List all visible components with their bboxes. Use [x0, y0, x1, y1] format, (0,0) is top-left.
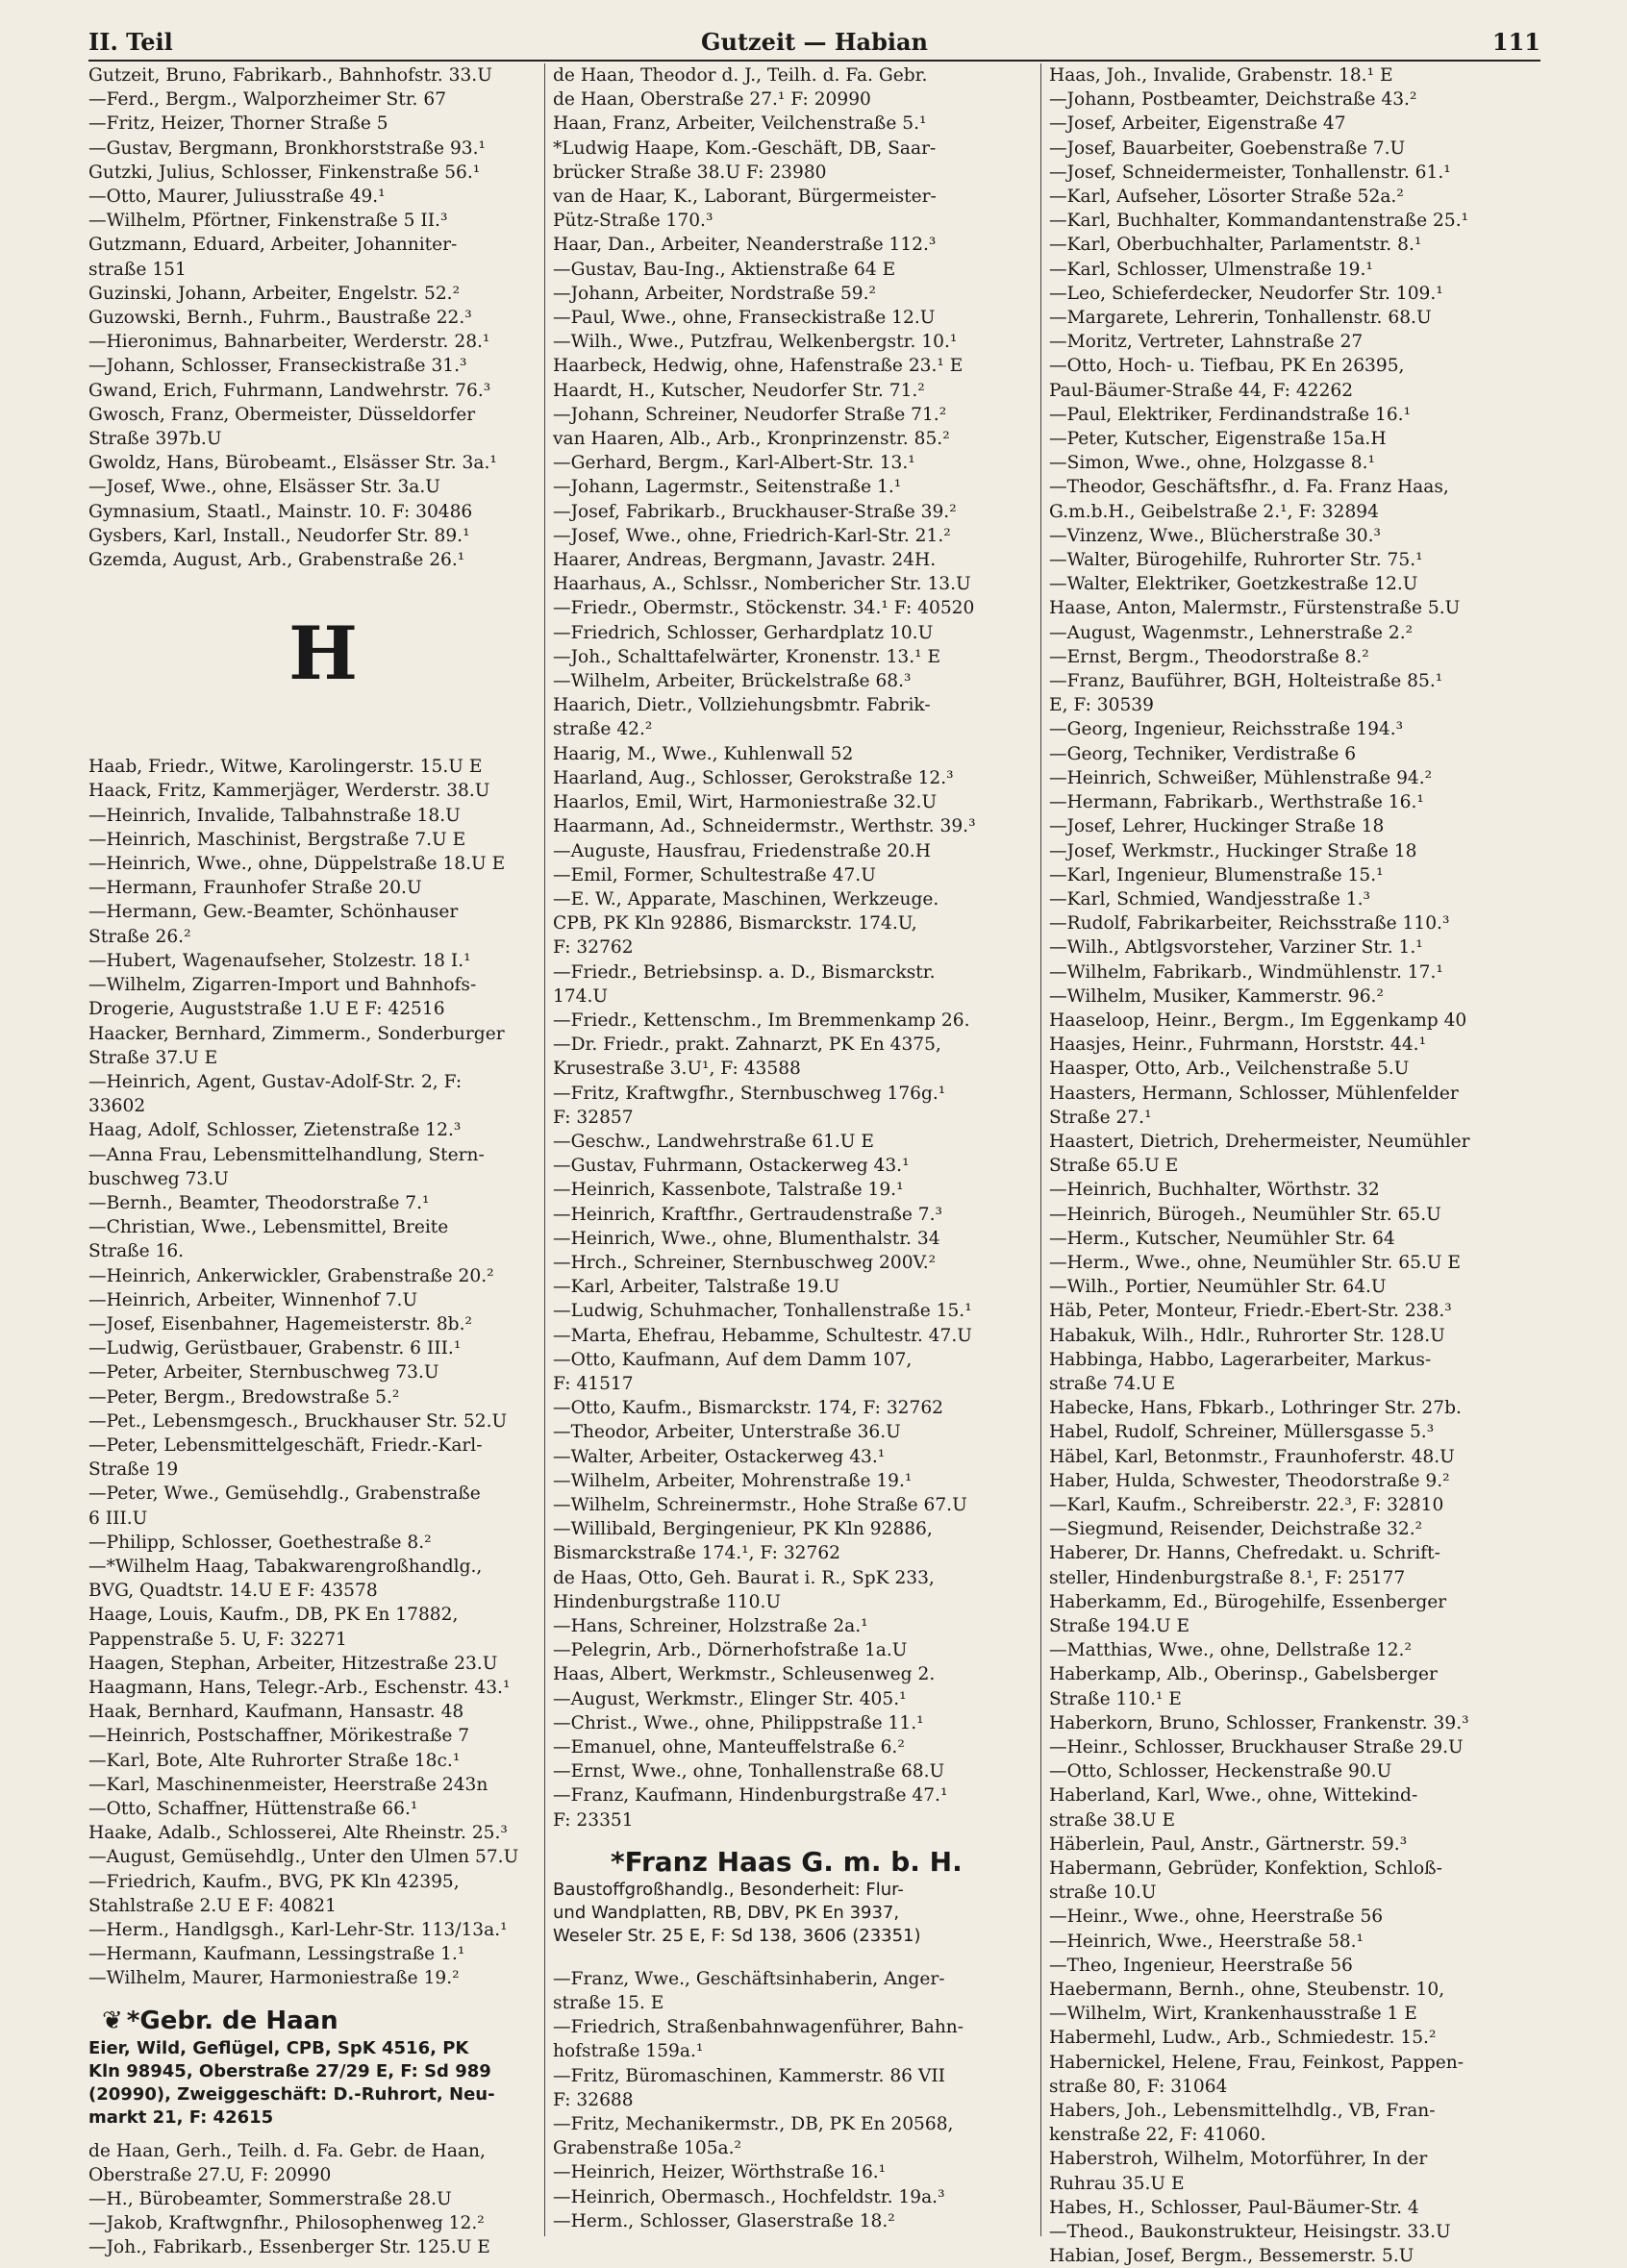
directory-entry: —Heinrich, Invalide, Talbahnstraße 18.U — [88, 805, 461, 826]
directory-entry: —Heinrich, Postschaffner, Mörikestraße 7 — [88, 1726, 470, 1747]
directory-entry: —Karl, Bote, Alte Ruhrorter Straße 18c.¹ — [88, 1750, 461, 1771]
directory-entry: Straße 65.U E — [1049, 1156, 1179, 1177]
directory-entry: E, F: 30539 — [1049, 695, 1154, 716]
directory-entry: Haar, Dan., Arbeiter, Neanderstraße 112.³ — [553, 235, 937, 256]
directory-entry: Haaseloop, Heinr., Bergm., Im Eggenkamp 40 — [1049, 1009, 1467, 1031]
directory-entry: Haasjes, Heinr., Fuhrmann, Horststr. 44.¹ — [1049, 1034, 1427, 1056]
directory-entry: —Josef, Werkmstr., Huckinger Straße 18 — [1049, 840, 1417, 861]
directory-entry: —Paul, Wwe., ohne, Franseckistraße 12.U — [553, 308, 936, 329]
directory-entry: Straße 16. — [88, 1241, 185, 1262]
directory-entry: —Paul, Elektriker, Ferdinandstraße 16.¹ — [1049, 404, 1412, 425]
directory-entry: Bismarckstraße 174.¹, F: 32762 — [553, 1543, 840, 1564]
directory-entry: F: 32762 — [553, 937, 634, 959]
directory-entry: van Haaren, Alb., Arb., Kronprinzenstr. 85.² — [553, 429, 950, 450]
directory-entry: —Heinrich, Maschinist, Bergstraße 7.U E — [88, 829, 466, 850]
directory-entry: —Matthias, Wwe., ohne, Dellstraße 12.² — [1049, 1640, 1412, 1661]
section-label: II. Teil — [88, 28, 173, 56]
directory-entry: —Peter, Lebensmittelgeschäft, Friedr.-Karl- — [88, 1434, 483, 1456]
directory-entry: —Gustav, Bau-Ing., Aktienstraße 64 E — [553, 259, 896, 280]
ad-line: (20990), Zweiggeschäft: D.-Ruhrort, Neu- — [88, 2083, 495, 2105]
directory-entry: Haage, Louis, Kaufm., DB, PK En 17882, — [88, 1605, 459, 1626]
directory-entry: Gymnasium, Staatl., Mainstr. 10. F: 30486 — [88, 501, 473, 522]
directory-entry: Haan, Franz, Arbeiter, Veilchenstraße 5.¹ — [553, 113, 927, 135]
directory-entry: Gwoldz, Hans, Bürobeamt., Elsässer Str. 3a.¹ — [88, 453, 497, 474]
directory-entry: —Herm., Kutscher, Neumühler Str. 64 — [1049, 1228, 1395, 1249]
directory-entry: straße 15. E — [553, 1993, 664, 2014]
directory-entry: —August, Werkmstr., Elinger Str. 405.¹ — [553, 1688, 907, 1709]
directory-entry: —Herm., Schlosser, Glaserstraße 18.² — [553, 2210, 895, 2231]
directory-entry: —Walter, Arbeiter, Ostackerweg 43.¹ — [553, 1446, 886, 1467]
directory-entry: —Peter, Kutscher, Eigenstraße 15a.H — [1049, 429, 1387, 450]
directory-entry: —Gerhard, Bergm., Karl-Albert-Str. 13.¹ — [553, 453, 915, 474]
directory-entry: —Hans, Schreiner, Holzstraße 2a.¹ — [553, 1616, 868, 1636]
directory-entry: —Hieronimus, Bahnarbeiter, Werderstr. 28.¹ — [88, 332, 490, 353]
directory-entry: Habecke, Hans, Fbkarb., Lothringer Str. 27b. — [1049, 1398, 1462, 1419]
directory-entry: Straße 397b.U — [88, 429, 222, 450]
directory-entry: —Georg, Techniker, Verdistraße 6 — [1049, 743, 1357, 764]
directory-entry: Haarmann, Ad., Schneidermstr., Werthstr. 39.³ — [553, 816, 976, 837]
directory-entry: —Heinrich, Bürogeh., Neumühler Str. 65.U — [1049, 1204, 1441, 1225]
directory-entry: —Otto, Maurer, Juliusstraße 49.¹ — [88, 187, 386, 208]
directory-entry: —Theod., Baukonstrukteur, Heisingstr. 33.U — [1049, 2222, 1451, 2243]
directory-entry: —Johann, Schlosser, Franseckistraße 31.³ — [88, 356, 467, 377]
directory-entry: —Siegmund, Reisender, Deichstraße 32.² — [1049, 1519, 1423, 1540]
directory-entry: Straße 37.U E — [88, 1047, 218, 1068]
page-number: 111 — [1491, 28, 1540, 56]
directory-entry: Haarlos, Emil, Wirt, Harmoniestraße 32.U — [553, 792, 938, 813]
directory-entry: —Emanuel, ohne, Manteuffelstraße 6.² — [553, 1737, 905, 1758]
directory-entry: —Friedr., Kettenschm., Im Bremmenkamp 26. — [553, 1009, 970, 1031]
ad-title — [88, 2005, 558, 2037]
advertisement-franz-haas — [553, 1846, 1022, 1948]
directory-entry: straße 38.U E — [1049, 1809, 1176, 1831]
directory-entry: Haarer, Andreas, Bergmann, Javastr. 24H. — [553, 550, 937, 571]
directory-entry: —Wilhelm, Musiker, Kammerstr. 96.² — [1049, 985, 1384, 1007]
directory-entry: Haas, Albert, Werkmstr., Schleusenweg 2. — [553, 1664, 936, 1685]
directory-entry: Gutzki, Julius, Schlosser, Finkenstraße 56.¹ — [88, 162, 481, 183]
directory-entry: Straße 19 — [88, 1459, 179, 1481]
ornament-icon: ❦ — [102, 2006, 123, 2035]
directory-entry: Häbel, Karl, Betonmstr., Fraunhoferstr. 48.U — [1049, 1446, 1455, 1467]
directory-entry: —August, Wagenmstr., Lehnerstraße 2.² — [1049, 622, 1414, 643]
directory-entry: —Gustav, Bergmann, Bronkhorststraße 93.¹ — [88, 137, 486, 159]
directory-entry: —Willibald, Bergingenieur, PK Kln 92886, — [553, 1519, 933, 1540]
directory-entry: —Jakob, Kraftwgnfhr., Philosophenweg 12.² — [88, 2213, 485, 2234]
directory-entry: Habian, Josef, Bergm., Bessemerstr. 5.U — [1049, 2246, 1414, 2267]
section-letter: H — [288, 611, 358, 697]
directory-entry: CPB, PK Kln 92886, Bismarckstr. 174.U, — [553, 913, 917, 935]
directory-entry: —Herm., Handlgsgh., Karl-Lehr-Str. 113/13a.¹ — [88, 1920, 508, 1941]
directory-entry: —Theodor, Geschäftsfhr., d. Fa. Franz Haas, — [1049, 477, 1449, 498]
directory-entry: Haag, Adolf, Schlosser, Zietenstraße 12.³ — [88, 1120, 462, 1141]
directory-entry: de Haan, Oberstraße 27.¹ F: 20990 — [553, 89, 871, 111]
directory-entry: —Karl, Arbeiter, Talstraße 19.U — [553, 1277, 840, 1298]
directory-entry: —Leo, Schieferdecker, Neudorfer Str. 109.¹ — [1049, 283, 1443, 304]
ad2-title: *Franz Haas G. m. b. H. — [611, 1845, 963, 1878]
directory-entry: —Heinrich, Wwe., ohne, Blumenthalstr. 34 — [553, 1228, 940, 1249]
directory-entry: Haake, Adalb., Schlosserei, Alte Rheinstr. 25.³ — [88, 1823, 508, 1844]
ad-title-text: *Gebr. de Haan — [126, 2006, 338, 2035]
directory-entry: —Philipp, Schlosser, Goethestraße 8.² — [88, 1532, 432, 1553]
directory-entry: —Franz, Bauführer, BGH, Holteistraße 85.¹ — [1049, 671, 1443, 692]
directory-entry: —Wilhelm, Arbeiter, Brückelstraße 68.³ — [553, 671, 912, 692]
directory-entry: Pappenstraße 5. U, F: 32271 — [88, 1629, 347, 1650]
directory-entry: Grabenstraße 105a.² — [553, 2138, 741, 2159]
directory-entry: —Heinrich, Arbeiter, Winnenhof 7.U — [88, 1289, 418, 1310]
directory-entry: Gwand, Erich, Fuhrmann, Landwehrstr. 76.³ — [88, 380, 491, 401]
directory-entry: —Marta, Ehefrau, Hebamme, Schultestr. 47.U — [553, 1325, 972, 1346]
directory-entry: —Heinrich, Buchhalter, Wörthstr. 32 — [1049, 1180, 1380, 1201]
directory-entry: Haarhaus, A., Schlssr., Nombericher Str. 13.U — [553, 574, 971, 595]
directory-entry: Gwosch, Franz, Obermeister, Düsseldorfer — [88, 404, 476, 425]
directory-entry: —Heinrich, Schweißer, Mühlenstraße 94.² — [1049, 767, 1433, 788]
directory-entry: —Karl, Schlosser, Ulmenstraße 19.¹ — [1049, 259, 1373, 280]
directory-entry: —Johann, Arbeiter, Nordstraße 59.² — [553, 283, 876, 304]
ad-line: Baustoffgroßhandlg., Besonderheit: Flur- — [553, 1879, 904, 1900]
directory-entry: Häb, Peter, Monteur, Friedr.-Ebert-Str. 238.³ — [1049, 1301, 1452, 1322]
directory-entry: —Wilhelm, Zigarren-Import und Bahnhofs- — [88, 975, 477, 996]
directory-entry: —Emil, Former, Schultestraße 47.U — [553, 864, 876, 885]
directory-entry: Straße 27.¹ — [1049, 1107, 1152, 1128]
directory-entry: 33602 — [88, 1096, 146, 1117]
ad-line: Weseler Str. 25 E, F: Sd 138, 3606 (23351) — [553, 1925, 921, 1946]
directory-entry: —Friedrich, Kaufm., BVG, PK Kln 42395, — [88, 1871, 460, 1892]
directory-entry: —Theodor, Arbeiter, Unterstraße 36.U — [553, 1422, 901, 1443]
directory-entry: —Johann, Postbeamter, Deichstraße 43.² — [1049, 89, 1417, 111]
directory-entry: straße 151 — [88, 259, 187, 280]
directory-entry: —Hubert, Wagenaufseher, Stolzestr. 18 I.¹ — [88, 950, 471, 971]
column-1 — [88, 63, 558, 2258]
directory-entry: Habers, Joh., Lebensmittelhdlg., VB, Fran- — [1049, 2101, 1436, 2122]
directory-entry: —Peter, Wwe., Gemüsehdlg., Grabenstraße — [88, 1483, 481, 1505]
directory-entry: 6 III.U — [88, 1508, 148, 1529]
directory-entry: Habermehl, Ludw., Arb., Schmiedestr. 15.² — [1049, 2028, 1437, 2049]
directory-entry: —Otto, Schaffner, Hüttenstraße 66.¹ — [88, 1799, 418, 1819]
directory-entry: —Pelegrin, Arb., Dörnerhofstraße 1a.U — [553, 1640, 908, 1661]
directory-entry: —Ludwig, Schuhmacher, Tonhallenstraße 15.¹ — [553, 1301, 972, 1322]
directory-entry: Gysbers, Karl, Install., Neudorfer Str. 89.¹ — [88, 525, 470, 546]
directory-entry: —Otto, Schlosser, Heckenstraße 90.U — [1049, 1761, 1392, 1782]
directory-entry: —Heinr., Schlosser, Bruckhauser Straße 29.U — [1049, 1737, 1464, 1758]
directory-entry: Gutzmann, Eduard, Arbeiter, Johanniter- — [88, 235, 458, 256]
ad-line: Eier, Wild, Geflügel, CPB, SpK 4516, PK — [88, 2037, 469, 2058]
directory-entry: —Hermann, Kaufmann, Lessingstraße 1.¹ — [88, 1944, 465, 1965]
directory-entry: Pütz-Straße 170.³ — [553, 211, 713, 232]
directory-entry: —Auguste, Hausfrau, Friedenstraße 20.H — [553, 840, 931, 861]
directory-entry: —Wilhelm, Schreinermstr., Hohe Straße 67.U — [553, 1494, 967, 1515]
column-3 — [1040, 63, 1549, 2267]
directory-entry: —Joh., Fabrikarb., Essenberger Str. 125.U E — [88, 2237, 490, 2258]
directory-entry: —Simon, Wwe., ohne, Holzgasse 8.¹ — [1049, 453, 1375, 474]
directory-entry: —Heinrich, Ankerwickler, Grabenstraße 20.² — [88, 1265, 494, 1286]
advertisement-gebr-de-haan — [88, 2005, 558, 2130]
running-title: Gutzeit — Habian — [701, 28, 928, 56]
directory-entry: Habbinga, Habbo, Lagerarbeiter, Markus- — [1049, 1349, 1432, 1370]
directory-entry: —Josef, Fabrikarb., Bruckhauser-Straße 39.² — [553, 501, 957, 522]
directory-entry: —Georg, Ingenieur, Reichsstraße 194.³ — [1049, 719, 1404, 740]
directory-entry: —Wilh., Wwe., Putzfrau, Welkenbergstr. 10.¹ — [553, 332, 958, 353]
directory-entry: Haber, Hulda, Schwester, Theodorstraße 9.² — [1049, 1470, 1450, 1491]
directory-entry: Häberlein, Paul, Anstr., Gärtnerstr. 59.³ — [1049, 1833, 1408, 1855]
directory-entry: —Heinrich, Wwe., Heerstraße 58.¹ — [1049, 1931, 1364, 1952]
directory-entry: —Heinrich, Kraftfhr., Gertraudenstraße 7.³ — [553, 1204, 942, 1225]
directory-entry: —Dr. Friedr., prakt. Zahnarzt, PK En 4375, — [553, 1034, 941, 1056]
directory-entry: —Josef, Wwe., ohne, Elsässer Str. 3a.U — [88, 477, 440, 498]
directory-entry: hofstraße 159a.¹ — [553, 2041, 704, 2062]
directory-entry: —Peter, Bergm., Bredowstraße 5.² — [88, 1386, 400, 1408]
directory-entry: —Hermann, Fabrikarb., Werthstraße 16.¹ — [1049, 792, 1424, 813]
directory-entry: —Fritz, Heizer, Thorner Straße 5 — [88, 113, 388, 135]
directory-entry: Haab, Friedr., Witwe, Karolingerstr. 15.U E — [88, 757, 483, 778]
col1-bottom-entries — [88, 755, 558, 1990]
directory-entry: Drogerie, Auguststraße 1.U E F: 42516 — [88, 999, 445, 1020]
column-2 — [544, 63, 1022, 2236]
directory-entry: —Otto, Kaufm., Bismarckstr. 174, F: 32762 — [553, 1398, 943, 1419]
directory-entry: —Fritz, Mechanikermstr., DB, PK En 20568, — [553, 2114, 954, 2135]
directory-entry: Straße 194.U E — [1049, 1616, 1190, 1636]
directory-entry: Haagen, Stephan, Arbeiter, Hitzestraße 23.U — [88, 1653, 498, 1674]
directory-entry: —Josef, Lehrer, Huckinger Straße 18 — [1049, 816, 1385, 837]
directory-entry: Hindenburgstraße 110.U — [553, 1591, 782, 1612]
directory-entry: straße 10.U — [1049, 1882, 1157, 1904]
directory-entry: —Karl, Maschinenmeister, Heerstraße 243n — [88, 1774, 488, 1795]
ad-body — [88, 2037, 558, 2130]
directory-entry: Haarland, Aug., Schlosser, Gerokstraße 12.³ — [553, 767, 954, 788]
directory-entry: —Walter, Bürogehilfe, Ruhrorter Str. 75.¹ — [1049, 550, 1423, 571]
directory-entry: Habakuk, Wilh., Hdlr., Ruhrorter Str. 128.U — [1049, 1325, 1445, 1346]
directory-entry: —Ernst, Bergm., Theodorstraße 8.² — [1049, 646, 1369, 667]
directory-entry: —Karl, Oberbuchhalter, Parlamentstr. 8.¹ — [1049, 235, 1422, 256]
directory-entry: Haberer, Dr. Hanns, Chefredakt. u. Schrift- — [1049, 1543, 1440, 1564]
directory-entry: —Friedrich, Straßenbahnwagenführer, Bahn- — [553, 2017, 964, 2038]
directory-entry: 174.U — [553, 985, 609, 1007]
directory-entry: —Wilh., Portier, Neumühler Str. 64.U — [1049, 1277, 1387, 1298]
directory-entry: —Vinzenz, Wwe., Blücherstraße 30.³ — [1049, 525, 1381, 546]
directory-entry: van de Haar, K., Laborant, Bürgermeister- — [553, 187, 937, 208]
directory-entry: Habes, H., Schlosser, Paul-Bäumer-Str. 4 — [1049, 2197, 1419, 2218]
directory-entry: —Karl, Ingenieur, Blumenstraße 15.¹ — [1049, 864, 1384, 885]
directory-entry: —Herm., Wwe., ohne, Neumühler Str. 65.U E — [1049, 1252, 1461, 1273]
directory-entry: —Friedrich, Schlosser, Gerhardplatz 10.U — [553, 622, 934, 643]
ad-line: Kln 98945, Oberstraße 27/29 E, F: Sd 989 — [88, 2060, 491, 2081]
directory-entry: buschweg 73.U — [88, 1168, 229, 1189]
directory-entry: —Hermann, Fraunhofer Straße 20.U — [88, 878, 422, 899]
directory-entry: F: 41517 — [553, 1373, 634, 1394]
directory-entry: —Wilh., Abtlgsvorsteher, Varziner Str. 1.¹ — [1049, 937, 1423, 959]
directory-entry: straße 74.U E — [1049, 1373, 1176, 1394]
directory-entry: —Ferd., Bergm., Walporzheimer Str. 67 — [88, 89, 447, 111]
directory-entry: —Karl, Buchhalter, Kommandantenstraße 25.¹ — [1049, 211, 1469, 232]
directory-entry: —Otto, Hoch- u. Tiefbau, PK En 26395, — [1049, 356, 1405, 377]
directory-entry: —Heinrich, Heizer, Wörthstraße 16.¹ — [553, 2162, 887, 2183]
directory-entry: Haack, Fritz, Kammerjäger, Werderstr. 38.U — [88, 781, 490, 802]
directory-entry: —Joh., Schalttafelwärter, Kronenstr. 13.¹ E — [553, 646, 941, 667]
directory-entry: Ruhrau 35.U E — [1049, 2173, 1185, 2194]
directory-entry: steller, Hindenburgstraße 8.¹, F: 25177 — [1049, 1567, 1406, 1588]
directory-entry: —Heinrich, Kassenbote, Talstraße 19.¹ — [553, 1180, 904, 1201]
col3-entries — [1049, 63, 1549, 2268]
directory-entry: Haebermann, Bernh., ohne, Steubenstr. 10, — [1049, 1980, 1445, 2001]
directory-entry: —Bernh., Beamter, Theodorstraße 7.¹ — [88, 1192, 430, 1213]
directory-entry: Haacker, Bernhard, Zimmerm., Sonderburger — [88, 1023, 505, 1044]
directory-entry: —Wilhelm, Wirt, Krankenhausstraße 1 E — [1049, 2004, 1417, 2025]
directory-entry: Haberstroh, Wilhelm, Motorführer, In der — [1049, 2149, 1428, 2170]
directory-entry: de Haan, Gerh., Teilh. d. Fa. Gebr. de Haan, — [88, 2140, 486, 2161]
directory-entry: Stahlstraße 2.U E F: 40821 — [88, 1895, 337, 1916]
directory-entry: Haase, Anton, Malermstr., Fürstenstraße 5.U — [1049, 598, 1461, 619]
directory-entry: —Karl, Kaufm., Schreiberstr. 22.³, F: 32810 — [1049, 1494, 1444, 1515]
col1-end-entries — [88, 2139, 558, 2260]
directory-entry: Haarig, M., Wwe., Kuhlenwall 52 — [553, 743, 854, 764]
directory-entry: Habermann, Gebrüder, Konfektion, Schloß- — [1049, 1858, 1442, 1880]
directory-entry: Krusestraße 3.U¹, F: 43588 — [553, 1059, 801, 1080]
directory-entry: Straße 110.¹ E — [1049, 1688, 1182, 1709]
ad-line: markt 21, F: 42615 — [88, 2106, 274, 2128]
directory-entry: Oberstraße 27.U, F: 20990 — [88, 2164, 332, 2185]
directory-entry: —Fritz, Büromaschinen, Kammerstr. 86 VII — [553, 2065, 946, 2086]
directory-entry: —Josef, Eisenbahner, Hagemeisterstr. 8b.² — [88, 1313, 472, 1334]
directory-entry: Haberkorn, Bruno, Schlosser, Frankenstr. 39.³ — [1049, 1712, 1469, 1733]
directory-entry: Gzemda, August, Arb., Grabenstraße 26.¹ — [88, 550, 465, 571]
directory-entry: —H., Bürobeamter, Sommerstraße 28.U — [88, 2189, 452, 2210]
directory-entry: —Friedr., Betriebsinsp. a. D., Bismarckstr. — [553, 961, 936, 983]
directory-entry: *Ludwig Haape, Kom.-Geschäft, DB, Saar- — [553, 137, 937, 159]
col1-top-entries — [88, 63, 558, 572]
directory-entry: BVG, Quadtstr. 14.U E F: 43578 — [88, 1581, 378, 1602]
directory-entry: —Josef, Wwe., ohne, Friedrich-Karl-Str. 21.² — [553, 525, 951, 546]
directory-entry: Gutzeit, Bruno, Fabrikarb., Bahnhofstr. 33.U — [88, 65, 492, 86]
directory-entry: —Franz, Wwe., Geschäftsinhaberin, Anger- — [553, 1968, 945, 1989]
directory-entry: Haak, Bernhard, Kaufmann, Hansastr. 48 — [88, 1702, 464, 1723]
directory-entry: straße 80, F: 31064 — [1049, 2076, 1228, 2097]
directory-entry: —Heinrich, Obermasch., Hochfeldstr. 19a.³ — [553, 2186, 945, 2207]
directory-entry: —Wilhelm, Maurer, Harmoniestraße 19.² — [88, 1968, 460, 1989]
directory-entry: —Josef, Arbeiter, Eigenstraße 47 — [1049, 113, 1346, 135]
directory-entry: Haarbeck, Hedwig, ohne, Hafenstraße 23.¹ E — [553, 356, 964, 377]
directory-entry: —E. W., Apparate, Maschinen, Werkzeuge. — [553, 888, 939, 910]
directory-entry: Haardt, H., Kutscher, Neudorfer Str. 71.² — [553, 380, 925, 401]
directory-entry: de Haan, Theodor d. J., Teilh. d. Fa. Gebr. — [553, 65, 928, 86]
directory-entry: —Pet., Lebensmgesch., Bruckhauser Str. 52.U — [88, 1410, 508, 1432]
directory-entry: —Wilhelm, Pförtner, Finkenstraße 5 II.³ — [88, 211, 448, 232]
directory-entry: —*Wilhelm Haag, Tabakwarengroßhandlg., — [88, 1556, 483, 1577]
directory-entry: Haarich, Dietr., Vollziehungsbmtr. Fabrik- — [553, 695, 931, 716]
directory-entry: de Haas, Otto, Geh. Baurat i. R., SpK 233, — [553, 1567, 935, 1588]
directory-entry: —Theo, Ingenieur, Heerstraße 56 — [1049, 1955, 1353, 1976]
directory-entry: —Hermann, Gew.-Beamter, Schönhauser — [88, 902, 459, 923]
directory-entry: Haastert, Dietrich, Drehermeister, Neumühler — [1049, 1131, 1470, 1152]
directory-entry: —Johann, Schreiner, Neudorfer Straße 71.² — [553, 404, 947, 425]
directory-entry: Paul-Bäumer-Straße 44, F: 42262 — [1049, 380, 1354, 401]
col2-top-entries — [553, 63, 1022, 1832]
directory-entry: kenstraße 22, F: 41060. — [1049, 2125, 1266, 2146]
directory-entry: —Franz, Kaufmann, Hindenburgstraße 47.¹ — [553, 1785, 948, 1807]
directory-entry: —August, Gemüsehdlg., Unter den Ulmen 57.U — [88, 1847, 519, 1868]
directory-entry: —Josef, Bauarbeiter, Goebenstraße 7.U — [1049, 137, 1406, 159]
directory-entry: Haasper, Otto, Arb., Veilchenstraße 5.U — [1049, 1059, 1410, 1080]
directory-entry: —Moritz, Vertreter, Lahnstraße 27 — [1049, 332, 1364, 353]
directory-entry: —Ludwig, Gerüstbauer, Grabenstr. 6 III.¹ — [88, 1338, 462, 1359]
directory-entry: —Heinr., Wwe., ohne, Heerstraße 56 — [1049, 1907, 1384, 1928]
directory-entry: —Christ., Wwe., ohne, Philippstraße 11.¹ — [553, 1712, 924, 1733]
directory-entry: —Anna Frau, Lebensmittelhandlung, Stern- — [88, 1144, 485, 1165]
directory-entry: Straße 26.² — [88, 926, 191, 947]
directory-entry: Haas, Joh., Invalide, Grabenstr. 18.¹ E — [1049, 65, 1393, 86]
directory-entry: —Karl, Aufseher, Lösorter Straße 52a.² — [1049, 187, 1404, 208]
ad-line: und Wandplatten, RB, DBV, PK En 3937, — [553, 1902, 900, 1923]
directory-entry: Habel, Rudolf, Schreiner, Müllersgasse 5.³ — [1049, 1422, 1435, 1443]
directory-entry: —Walter, Elektriker, Goetzkestraße 12.U — [1049, 574, 1418, 595]
col2-end-entries — [553, 1967, 1022, 2233]
directory-entry: —Johann, Lagermstr., Seitenstraße 1.¹ — [553, 477, 902, 498]
directory-entry: —Rudolf, Fabrikarbeiter, Reichsstraße 110.³ — [1049, 913, 1450, 935]
directory-entry: F: 32688 — [553, 2089, 634, 2110]
directory-entry: —Otto, Kaufmann, Auf dem Damm 107, — [553, 1349, 913, 1370]
directory-entry: Haberkamm, Ed., Bürogehilfe, Essenberger — [1049, 1591, 1447, 1612]
directory-entry: —Wilhelm, Fabrikarb., Windmühlenstr. 17.¹ — [1049, 961, 1443, 983]
directory-entry: —Heinrich, Agent, Gustav-Adolf-Str. 2, F: — [88, 1071, 463, 1092]
directory-entry: brücker Straße 38.U F: 23980 — [553, 162, 827, 183]
directory-entry: —Fritz, Kraftwgfhr., Sternbuschweg 176g.¹ — [553, 1083, 946, 1104]
directory-entry: —Margarete, Lehrerin, Tonhallenstr. 68.U — [1049, 308, 1432, 329]
directory-entry: —Christian, Wwe., Lebensmittel, Breite — [88, 1217, 449, 1238]
directory-entry: F: 23351 — [553, 1809, 634, 1831]
ad2-body — [553, 1879, 1022, 1948]
directory-entry: Guzinski, Johann, Arbeiter, Engelstr. 52.² — [88, 283, 461, 304]
directory-entry: Haberland, Karl, Wwe., ohne, Wittekind- — [1049, 1785, 1418, 1807]
directory-entry: —Friedr., Obermstr., Stöckenstr. 34.¹ F: 40520 — [553, 598, 975, 619]
directory-entry: Haagmann, Hans, Telegr.-Arb., Eschenstr. 43.¹ — [88, 1677, 511, 1698]
directory-entry: straße 42.² — [553, 719, 653, 740]
directory-entry: —Josef, Schneidermeister, Tonhallenstr. 61.¹ — [1049, 162, 1451, 183]
page-header — [88, 21, 1540, 62]
directory-entry: Haberkamp, Alb., Oberinsp., Gabelsberger — [1049, 1664, 1438, 1685]
directory-entry: —Heinrich, Wwe., ohne, Düppelstraße 18.U E — [88, 854, 506, 875]
directory-entry: —Karl, Schmied, Wandjesstraße 1.³ — [1049, 888, 1370, 910]
directory-entry: —Wilhelm, Arbeiter, Mohrenstraße 19.¹ — [553, 1470, 913, 1491]
directory-entry: —Hrch., Schreiner, Sternbuschweg 200V.² — [553, 1252, 937, 1273]
directory-entry: G.m.b.H., Geibelstraße 2.¹, F: 32894 — [1049, 501, 1379, 522]
directory-entry: —Peter, Arbeiter, Sternbuschweg 73.U — [88, 1362, 439, 1383]
directory-entry: —Geschw., Landwehrstraße 61.U E — [553, 1131, 874, 1152]
directory-entry: —Gustav, Fuhrmann, Ostackerweg 43.¹ — [553, 1156, 910, 1177]
directory-entry: F: 32857 — [553, 1107, 634, 1128]
directory-entry: —Ernst, Wwe., ohne, Tonhallenstraße 68.U — [553, 1761, 945, 1782]
directory-entry: Haasters, Hermann, Schlosser, Mühlenfelder — [1049, 1083, 1459, 1104]
directory-entry: Habernickel, Helene, Frau, Feinkost, Pappen- — [1049, 2052, 1464, 2073]
directory-entry: Guzowski, Bernh., Fuhrm., Baustraße 22.³ — [88, 308, 472, 329]
